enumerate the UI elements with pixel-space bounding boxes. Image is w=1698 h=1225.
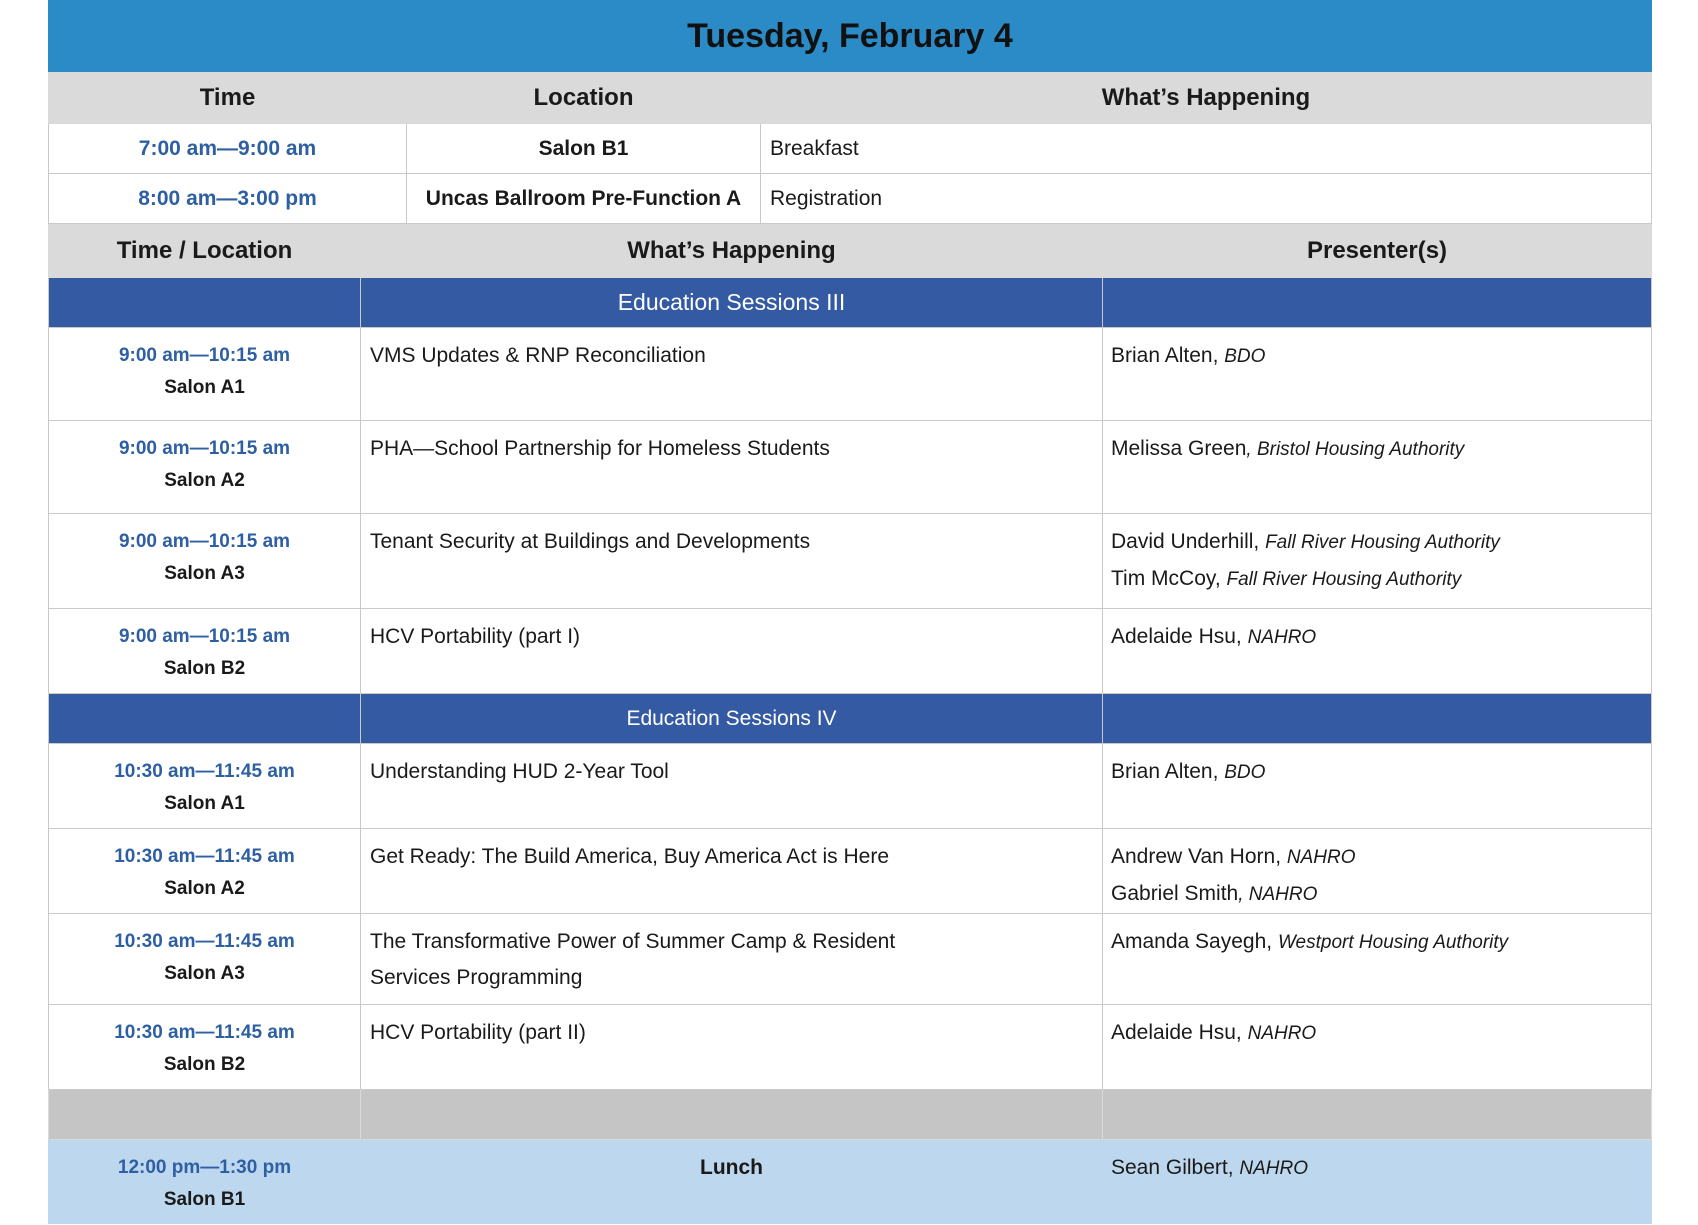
header-location: Location (407, 73, 761, 124)
presenter-org: Fall River Housing Authority (1226, 569, 1462, 590)
spacer-row (49, 1090, 1652, 1140)
header-presenters: Presenter(s) (1103, 225, 1652, 278)
presenter-name: Sean Gilbert, (1111, 1156, 1240, 1179)
session-row (49, 1005, 1652, 1090)
session-location: Salon B2 (163, 658, 246, 679)
session-row (49, 514, 1652, 609)
session-time: 10:30 am—11:45 am (114, 846, 295, 867)
session-title: Get Ready: The Build America, Buy America Act is Here (361, 829, 1103, 914)
presenter-org: NAHRO (1247, 627, 1317, 648)
session-location: Salon A3 (164, 563, 245, 584)
header-time: Time (49, 73, 407, 124)
presenter-name: Brian Alten, (1111, 344, 1225, 367)
presenter-name: Amanda Sayegh, (1111, 930, 1278, 953)
presenter-name: David Underhill, (1111, 530, 1266, 553)
presenter-org: NAHRO (1239, 1158, 1309, 1179)
row-time: 8:00 am—3:00 pm (49, 174, 407, 224)
presenter-name: Adelaide Hsu, (1111, 625, 1248, 648)
session-time: 9:00 am—10:15 am (118, 438, 291, 459)
table-header (49, 225, 1652, 278)
session-time: 10:30 am—11:45 am (114, 931, 295, 952)
presenter-name: Gabriel Smith (1111, 882, 1239, 905)
row-event: Registration (761, 174, 1652, 224)
session-title: Lunch (361, 1140, 1103, 1224)
session-row (49, 421, 1652, 514)
presenter-org: BDO (1224, 346, 1266, 367)
row-location: Uncas Ballroom Pre-Function A (407, 174, 761, 224)
schedule-page (48, 0, 1652, 1224)
presenter-name: Brian Alten, (1111, 760, 1225, 783)
session-row (49, 829, 1652, 914)
table-row (49, 174, 1652, 224)
presenter-org: BDO (1224, 762, 1266, 783)
session-time: 9:00 am—10:15 am (118, 345, 291, 366)
section-band (49, 278, 1652, 328)
session-title: Understanding HUD 2-Year Tool (361, 744, 1103, 829)
session-time: 12:00 pm—1:30 pm (117, 1157, 292, 1178)
session-time: 9:00 am—10:15 am (118, 531, 291, 552)
general-schedule-table (48, 72, 1652, 224)
session-time: 10:30 am—11:45 am (114, 761, 295, 782)
session-time: 10:30 am—11:45 am (114, 1022, 295, 1043)
session-location: Salon A2 (164, 470, 245, 491)
presenter-name: Adelaide Hsu, (1111, 1021, 1248, 1044)
session-row (49, 328, 1652, 421)
session-location: Salon A1 (164, 793, 245, 814)
session-location: Salon B1 (163, 1189, 246, 1210)
table-header (49, 73, 1652, 124)
presenter-name: Melissa Green (1111, 437, 1247, 460)
table-row (49, 124, 1652, 174)
session-location: Salon A1 (164, 377, 245, 398)
presenter-name: Andrew Van Horn, (1111, 845, 1287, 868)
session-presenters (1103, 609, 1652, 694)
session-location: Salon A3 (164, 963, 245, 984)
row-time: 7:00 am—9:00 am (49, 124, 407, 174)
lunch-row (49, 1140, 1652, 1224)
session-time: 9:00 am—10:15 am (118, 626, 291, 647)
session-title: VMS Updates & RNP Reconciliation (361, 328, 1103, 421)
session-presenters (1103, 1005, 1652, 1090)
presenter-name: Tim McCoy, (1111, 567, 1227, 590)
session-row (49, 609, 1652, 694)
section-band (49, 694, 1652, 744)
session-presenters (1103, 914, 1652, 1005)
session-presenters (1103, 421, 1652, 514)
session-title: The Transformative Power of Summer Camp & Resident Services Programming (361, 914, 1103, 1005)
session-presenters (1103, 1140, 1652, 1224)
presenter-org: Westport Housing Authority (1277, 932, 1509, 953)
row-event: Breakfast (761, 124, 1652, 174)
session-title: PHA—School Partnership for Homeless Students (361, 421, 1103, 514)
session-title: HCV Portability (part II) (361, 1005, 1103, 1090)
section-title: Education Sessions IV (361, 694, 1103, 744)
session-title: HCV Portability (part I) (361, 609, 1103, 694)
presenter-org: Fall River Housing Authority (1265, 532, 1500, 553)
section-title: Education Sessions III (361, 278, 1103, 328)
row-location: Salon B1 (407, 124, 761, 174)
presenter-org: NAHRO (1247, 1023, 1317, 1044)
sessions-table (48, 224, 1652, 1224)
session-location: Salon A2 (164, 878, 245, 899)
header-time-location: Time / Location (49, 225, 361, 278)
presenter-org: NAHRO (1286, 847, 1356, 868)
presenter-org: , Bristol Housing Authority (1246, 439, 1465, 460)
session-row (49, 914, 1652, 1005)
day-title: Tuesday, February 4 (48, 0, 1652, 72)
presenter-org: , NAHRO (1238, 884, 1318, 905)
session-title: Tenant Security at Buildings and Developments (361, 514, 1103, 609)
header-whats-happening: What’s Happening (761, 73, 1652, 124)
session-presenters (1103, 514, 1652, 609)
session-presenters (1103, 744, 1652, 829)
session-presenters (1103, 829, 1652, 914)
header-whats-happening: What’s Happening (361, 225, 1103, 278)
session-row (49, 744, 1652, 829)
session-location: Salon B2 (163, 1054, 246, 1075)
session-presenters (1103, 328, 1652, 421)
